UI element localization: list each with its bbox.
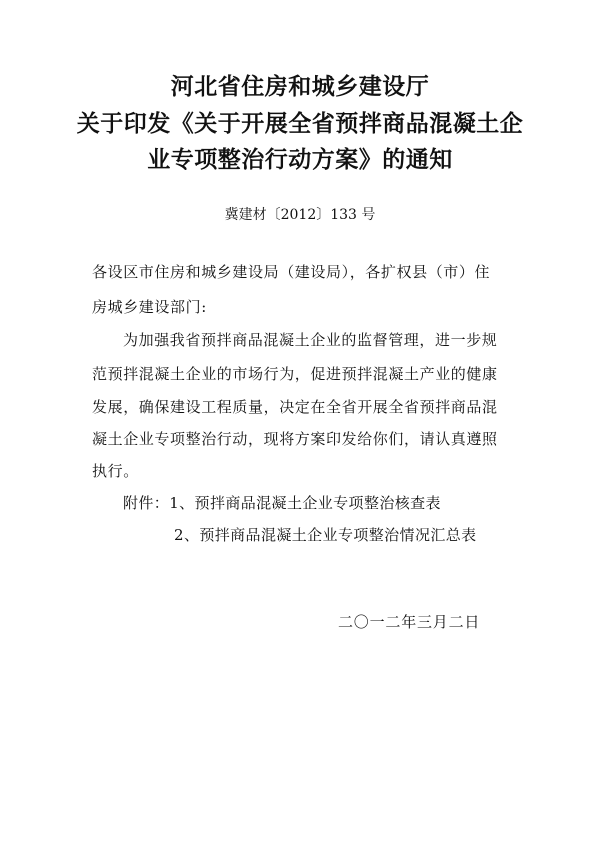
document-title-line-3: 业专项整治行动方案》的通知 (147, 147, 453, 173)
body-line-4: 凝土企业专项整治行动，现将方案印发给你们，请认真遵照 (92, 430, 498, 448)
addressee-line-1: 各设区市住房和城乡建设局（建设局），各扩权县（市）住 (92, 263, 491, 281)
body-line-2: 范预拌混凝土企业的市场行为，促进预拌混凝土产业的健康 (92, 365, 498, 383)
document-title-line-1: 河北省住房和城乡建设厅 (170, 74, 430, 100)
document-title-line-2: 关于印发《关于开展全省预拌商品混凝土企 (76, 111, 524, 137)
addressee-line-2: 房城乡建设部门: (92, 298, 207, 316)
body-line-1: 为加强我省预拌商品混凝土企业的监督管理，进一步规 (123, 331, 498, 349)
attachment-item-2: 2、预拌商品混凝土企业专项整治情况汇总表 (174, 526, 477, 544)
attachment-item-1: 附件：1、预拌商品混凝土企业专项整治核查表 (123, 494, 441, 512)
document-number: 冀建材〔2012〕133 号 (224, 207, 376, 223)
issue-date: 二〇一二年三月二日 (338, 613, 481, 631)
body-line-3: 发展，确保建设工程质量，决定在全省开展全省预拌商品混 (92, 398, 498, 416)
body-line-5: 执行。 (92, 462, 139, 480)
